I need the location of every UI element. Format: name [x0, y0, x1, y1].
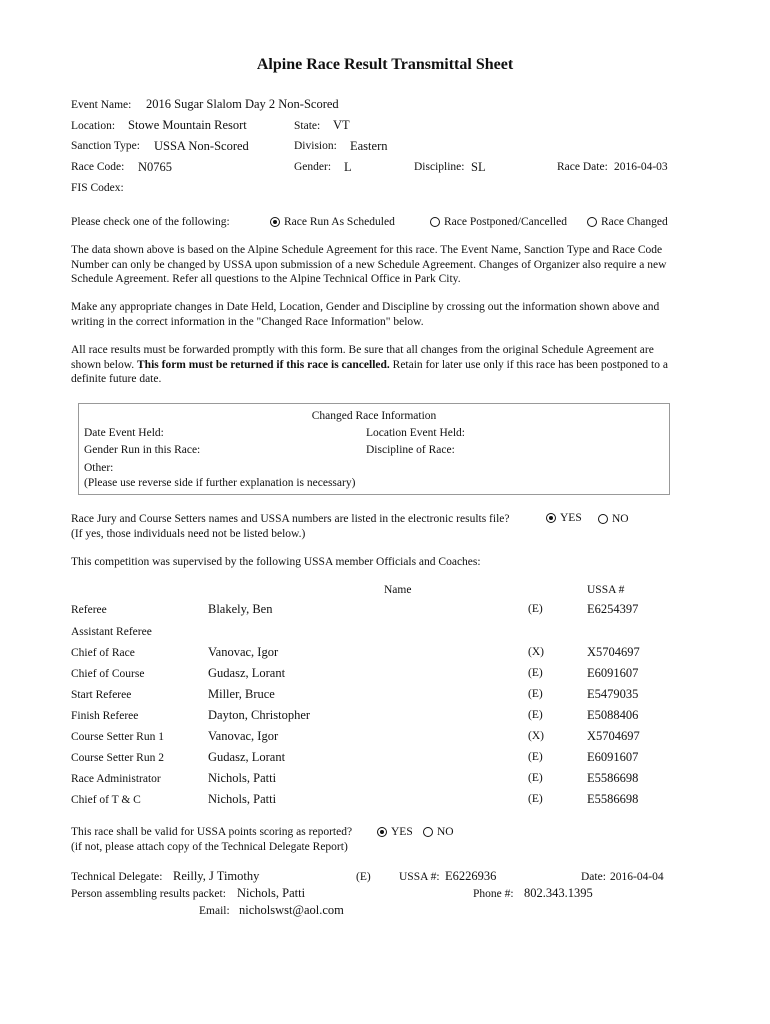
division-label: Division: [294, 140, 337, 152]
member-code: (E) [528, 667, 543, 679]
paragraph-changes: Make any appropriate changes in Date Held, Location, Gender and Discipline by crossing out the information shown above and writing in the correct information in the "Changed Race Information" below. [71, 301, 660, 328]
member-code: (X) [528, 730, 544, 742]
td-ussa-value: E6226936 [445, 869, 497, 883]
role-label: Race Administrator [71, 773, 161, 785]
td-ussa-label: USSA #: [399, 871, 440, 883]
location-label: Location: [71, 120, 116, 132]
gender-label: Gender: [294, 161, 332, 173]
ussa-number: E5479035 [587, 687, 639, 701]
division-value: Eastern [350, 139, 388, 153]
member-code: (E) [528, 603, 543, 615]
official-name: Gudasz, Lorant [208, 666, 286, 680]
other-label: Other: [84, 462, 114, 474]
official-name: Nichols, Patti [208, 771, 277, 785]
role-label: Start Referee [71, 689, 132, 701]
td-date-value: 2016-04-04 [610, 871, 664, 883]
role-label: Chief of Race [71, 647, 135, 659]
discipline-of-race-label: Discipline of Race: [366, 444, 455, 456]
phone-value: 802.343.1395 [524, 886, 593, 900]
radio-selected-icon[interactable] [377, 827, 387, 837]
points-note: (if not, please attach copy of the Technical Delegate Report) [71, 841, 348, 853]
option-race-postponed-cancelled[interactable]: Race Postponed/Cancelled [430, 216, 567, 228]
option-race-changed[interactable]: Race Changed [587, 216, 668, 228]
member-code: (E) [528, 709, 543, 721]
ussa-number: E6091607 [587, 666, 639, 680]
reverse-side-note: (Please use reverse side if further explanation is necessary) [84, 477, 356, 489]
radio-empty-icon[interactable] [430, 217, 440, 227]
assembler-name: Nichols, Patti [237, 886, 306, 900]
jury-no-option[interactable]: NO [598, 513, 629, 525]
paragraph-forwarding: All race results must be forwarded promptly with this form. Be sure that all changes from the original Schedule Agreement are shown below. This form must be returned if this race is cancelled. Retain for later use only if this race has been postponed to a definite future date. [71, 344, 668, 385]
discipline-value: SL [471, 160, 486, 174]
ussa-number: E5088406 [587, 708, 639, 722]
race-code-label: Race Code: [71, 161, 125, 173]
radio-selected-icon[interactable] [270, 217, 280, 227]
official-name: Gudasz, Lorant [208, 750, 286, 764]
officials-intro: This competition was supervised by the following USSA member Officials and Coaches: [71, 556, 481, 568]
ussa-column-header: USSA # [587, 584, 625, 596]
technical-delegate-label: Technical Delegate: [71, 871, 163, 883]
location-value: Stowe Mountain Resort [128, 118, 247, 132]
ussa-number: E5586698 [587, 792, 639, 806]
points-no-option[interactable]: NO [423, 826, 454, 838]
jury-yes-option[interactable]: YES [546, 512, 582, 524]
official-name: Vanovac, Igor [208, 729, 279, 743]
official-name: Vanovac, Igor [208, 645, 279, 659]
radio-selected-icon[interactable] [546, 513, 556, 523]
role-label: Chief of T & C [71, 794, 141, 806]
fis-codex-label: FIS Codex: [71, 182, 124, 194]
sanction-label: Sanction Type: [71, 140, 140, 152]
event-name-value: 2016 Sugar Slalom Day 2 Non-Scored [146, 97, 339, 111]
check-prompt: Please check one of the following: [71, 216, 230, 228]
phone-label: Phone #: [473, 888, 514, 900]
ussa-number: E6254397 [587, 602, 639, 616]
sanction-value: USSA Non-Scored [154, 139, 249, 153]
name-column-header: Name [384, 584, 412, 596]
member-code: (E) [528, 688, 543, 700]
role-label: Referee [71, 604, 107, 616]
role-label: Course Setter Run 2 [71, 752, 164, 764]
ussa-number: X5704697 [587, 729, 640, 743]
radio-empty-icon[interactable] [587, 217, 597, 227]
technical-delegate-name: Reilly, J Timothy [173, 869, 260, 883]
role-label: Assistant Referee [71, 626, 152, 638]
official-name: Nichols, Patti [208, 792, 277, 806]
role-label: Chief of Course [71, 668, 145, 680]
ussa-number: E6091607 [587, 750, 639, 764]
gender-value: L [344, 160, 352, 174]
state-label: State: [294, 120, 321, 132]
ussa-number: E5586698 [587, 771, 639, 785]
ussa-number: X5704697 [587, 645, 640, 659]
date-event-held-label: Date Event Held: [84, 427, 164, 439]
member-code: (E) [528, 751, 543, 763]
member-code: (E) [528, 772, 543, 784]
official-name: Miller, Bruce [208, 687, 275, 701]
race-date-label: Race Date: [557, 161, 608, 173]
changed-race-info-heading: Changed Race Information [311, 410, 437, 422]
gender-run-label: Gender Run in this Race: [84, 444, 201, 456]
page-title: Alpine Race Result Transmittal Sheet [256, 56, 514, 73]
state-value: VT [333, 118, 350, 132]
official-name: Dayton, Christopher [208, 708, 311, 722]
technical-delegate-code: (E) [356, 871, 371, 883]
points-yes-option[interactable]: YES [377, 826, 413, 838]
event-name-label: Event Name: [71, 99, 132, 111]
assembler-label: Person assembling results packet: [71, 888, 226, 900]
member-code: (X) [528, 646, 544, 658]
points-question: This race shall be valid for USSA points scoring as reported? [71, 826, 353, 838]
location-event-held-label: Location Event Held: [366, 427, 465, 439]
discipline-label: Discipline: [414, 161, 465, 173]
email-label: Email: [199, 905, 230, 917]
email-value: nicholswst@aol.com [239, 903, 344, 917]
jury-note: (If yes, those individuals need not be listed below.) [71, 528, 306, 540]
race-code-value: N0765 [138, 160, 173, 174]
jury-question: Race Jury and Course Setters names and USSA numbers are listed in the electronic results file? [71, 513, 510, 525]
official-name: Blakely, Ben [208, 602, 273, 616]
role-label: Course Setter Run 1 [71, 731, 164, 743]
td-date-label: Date: [581, 871, 606, 883]
paragraph-schedule-agreement: The data shown above is based on the Alpine Schedule Agreement for this race. The Event Name, Sanction Type and Race Code Number can only be changed by USSA upon submission of a new Schedule Agreement. Changes of Organizer also require a new Schedule Agreement. Refer all questions to the Alpine Technical Office in Park City. [71, 244, 667, 285]
race-date-value: 2016-04-03 [614, 161, 668, 173]
member-code: (E) [528, 793, 543, 805]
radio-empty-icon[interactable] [598, 514, 608, 524]
role-label: Finish Referee [71, 710, 139, 722]
option-race-run-as-scheduled[interactable]: Race Run As Scheduled [270, 216, 395, 228]
radio-empty-icon[interactable] [423, 827, 433, 837]
